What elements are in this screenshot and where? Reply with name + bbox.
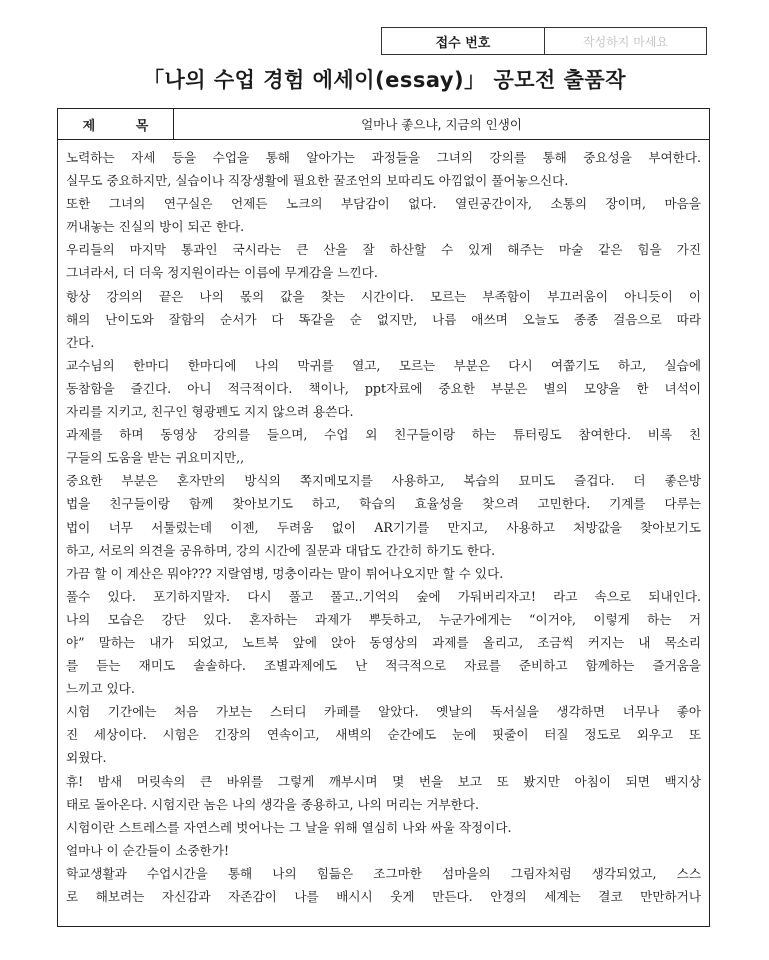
essay-table bbox=[57, 108, 710, 927]
essay-title-value: 얼마나 좋으냐, 지금의 인생이 bbox=[361, 117, 522, 132]
essay-line: 학교생활과 수업시간을 통해 나의 힘듦은 조그마한 섬마을의 그림자처럼 생각되었고, 스스 bbox=[66, 865, 701, 881]
essay-line: 그녀라서, 더 더욱 정지원이라는 이름에 무게감을 느낀다. bbox=[66, 265, 378, 281]
essay-line: 실무도 중요하지만, 실습이나 직장생활에 필요한 꿀조언의 보따리도 아낌없이 풀어놓으신다. bbox=[66, 173, 569, 189]
essay-body bbox=[58, 140, 709, 908]
essay-line: 휴! 밤새 머릿속의 큰 바위를 그렇게 깨부시며 몇 번을 보고 또 봤지만 아침이 되면 백지상 bbox=[66, 773, 701, 789]
essay-line: 자리를 지키고, 친구인 형광펜도 지지 않으려 용쓴다. bbox=[66, 404, 354, 420]
essay-title-row bbox=[58, 109, 709, 140]
essay-line: 꺼내놓는 진실의 방이 되곤 한다. bbox=[66, 219, 245, 235]
receipt-number-field[interactable]: 작성하지 마세요 bbox=[583, 34, 668, 49]
essay-line: 외웠다. bbox=[66, 750, 107, 766]
essay-line: 느끼고 있다. bbox=[66, 681, 135, 697]
essay-line: 태로 돌아온다. 시험지란 놈은 나의 생각을 종용하고, 나의 머리는 거부한다. bbox=[66, 796, 480, 812]
essay-line: 하고, 서로의 의견을 공유하며, 강의 시간에 질문과 대답도 간간히 하기도 한다. bbox=[66, 542, 496, 558]
essay-line: 시험 기간에는 처음 가보는 스터디 카페를 알았다. 옛날의 독서실을 생각하면 너무나 좋아 bbox=[66, 704, 701, 720]
essay-line: 교수님의 한마디 한마디에 나의 막귀를 열고, 모르는 부분은 다시 여쭙기도 하고, 실습에 bbox=[66, 357, 701, 373]
essay-line: 진 세상이다. 시험은 긴장의 연속이고, 새벽의 순간에도 눈에 핏줄이 터질 정도로 외우고 또 bbox=[66, 727, 701, 743]
essay-line: 얼마나 이 순간들이 소중한가! bbox=[66, 842, 230, 858]
essay-line: 법이 너무 서툴렀는데 이젠, 두려움 없이 AR기기를 만지고, 사용하고 처방값을 찾아보기도 bbox=[66, 519, 701, 535]
essay-line: 동참함을 즐긴다. 아니 적극적이다. 책이나, ppt자료에 중요한 부분은 별의 모양을 한 녀석이 bbox=[66, 380, 701, 396]
essay-line: 노력하는 자세 등을 수업을 통해 알아가는 과정들을 그녀의 강의를 통해 중요성을 부여한다. bbox=[66, 150, 701, 165]
essay-line: 가끔 할 이 계산은 뭐야??? 지랄염병, 멍충이라는 말이 튀어나오지만 할 수 있다. bbox=[66, 565, 504, 581]
essay-line: 시험이란 스트레스를 자연스레 벗어나는 그 날을 위해 열심히 나와 싸울 작정이다. bbox=[66, 819, 512, 835]
essay-line: 항상 강의의 끝은 나의 몫의 값을 찾는 시간이다. 모르는 부족함이 부끄러움이 아니듯이 이 bbox=[66, 288, 701, 304]
essay-line: 우리들의 마지막 통과인 국시라는 큰 산을 잘 하산할 수 있게 해주는 마술 같은 힘을 가진 bbox=[66, 242, 701, 258]
essay-line: 구들의 도움을 받는 귀요미지만,, bbox=[66, 450, 245, 466]
essay-title-label: 제 목 bbox=[58, 109, 174, 139]
essay-line: 로 해보려는 자신감과 자존감이 나를 배시시 웃게 만든다. 안경의 세계는 결코 만만하거나 bbox=[66, 889, 701, 904]
essay-line: 간다. bbox=[66, 334, 95, 350]
essay-line: 를 듣는 재미도 솔솔하다. 조별과제에도 난 적극적으로 자료를 준비하고 함께하는 즐거움을 bbox=[66, 658, 701, 674]
essay-line: 과제를 하며 동영상 강의를 들으며, 수업 외 친구들이랑 하는 튜터링도 참여한다. 비록 친 bbox=[66, 427, 701, 443]
essay-line: 해의 난이도와 잘함의 순서가 다 똑같을 순 없지만, 나름 애쓰며 오늘도 종종 걸음으로 따라 bbox=[66, 311, 701, 327]
essay-line: 야” 말하는 내가 되었고, 노트북 앞에 앉아 동영상의 과제를 올리고, 조금씩 커지는 내 목소리 bbox=[66, 634, 701, 650]
essay-line: 또한 그녀의 연구실은 언제든 노크의 부담감이 없다. 열린공간이자, 소통의 장이며, 마음을 bbox=[66, 196, 701, 212]
essay-line: 법을 친구들이랑 함께 찾아보기도 하고, 학습의 효율성을 찾으려 고민한다. 기계를 다루는 bbox=[66, 496, 701, 512]
essay-line: 중요한 부분은 혼자만의 방식의 쪽지메모지를 사용하고, 복습의 묘미도 즐겁다. 더 좋은방 bbox=[66, 473, 701, 489]
essay-line: 풀수 있다. 포기하지말자. 다시 풀고 풀고..기억의 숲에 가둬버리자고! 라고 속으로 되내인다. bbox=[66, 588, 701, 604]
essay-line: 나의 모습은 강단 있다. 혼자하는 과제가 뿌듯하고, 누군가에게는 “이거야, 이렇게 하는 거 bbox=[66, 611, 701, 627]
document-heading: 「나의 수업 경험 에세이(essay)」 공모전 출품작 bbox=[143, 68, 626, 92]
receipt-number-label: 접수 번호 bbox=[382, 28, 545, 54]
receipt-number-box bbox=[381, 27, 707, 55]
